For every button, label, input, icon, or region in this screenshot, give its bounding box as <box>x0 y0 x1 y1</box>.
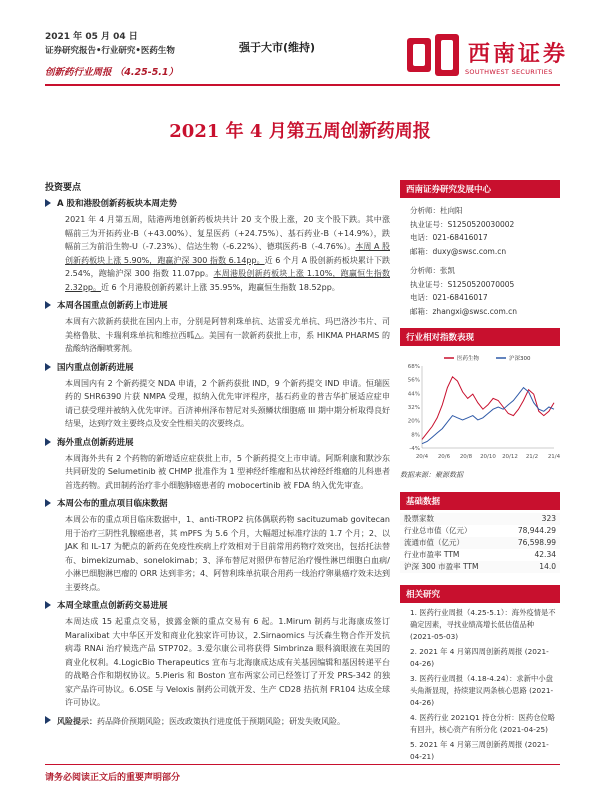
analyst-phone: 电话：021-68416017 <box>410 233 488 242</box>
bullet-icon <box>45 363 51 371</box>
sidebar <box>400 180 560 766</box>
bullet-icon <box>45 438 51 446</box>
related-research-title: 相关研究 <box>400 585 560 603</box>
related-item[interactable]: 5. 2021 年 4 月第三周创新药周报 (2021-04-21) <box>410 740 549 761</box>
analyst-name: 分析师：张凯 <box>410 266 455 275</box>
x-tick-label: 20/8 <box>459 454 473 460</box>
footer-disclaimer: 请务必阅读正文后的重要声明部分 <box>45 773 181 783</box>
analyst-name: 分析师：杜向阳 <box>410 206 463 215</box>
related-item[interactable]: 2. 2021 年 4 月第四周创新药周报 (2021-04-26) <box>410 647 549 668</box>
logo-cut-left <box>413 44 425 66</box>
item-heading: 本周各国重点创新药上市进展 <box>57 301 168 311</box>
report-date: 2021 年 05 月 04 日 <box>45 32 138 42</box>
summary-item <box>45 599 390 710</box>
risk-item <box>45 715 390 729</box>
bullet-icon <box>45 716 51 724</box>
bullet-icon <box>45 499 51 507</box>
item-heading: 海外重点创新药进展 <box>57 437 134 448</box>
basic-row: 股票家数 323 <box>400 513 560 525</box>
x-tick-label: 20/4 <box>415 454 429 460</box>
related-item[interactable]: 4. 医药行业 2021Q1 持仓分析：医药仓位略有回升，核心资产有所分化 (2021-04-25) <box>410 713 556 734</box>
risk-label: 风险提示： <box>57 716 97 726</box>
item-heading: 本周全球重点创新药交易进展 <box>57 601 168 611</box>
page-title: 2021 年 4 月第五周创新药周报 <box>169 121 431 142</box>
logo-text-en: SOUTHWEST SECURITIES <box>465 68 553 76</box>
y-tick-label: 44% <box>407 391 420 398</box>
item-heading: 本周公布的重点项目临床数据 <box>57 499 168 509</box>
header-divider <box>45 84 560 86</box>
item-text: 本周公布的重点项目临床数据中，1、anti-TROP2 抗体偶联药物 sacituzumab govitecan 用于治疗三阴性乳腺癌患者，其 mPFS 为 5.6 个月，大幅超过标准疗法的 1.7 个月；2、以 JAK 和 IL-17 为靶点的新药在免疫性疾病上疗效相对于目前常用药物疗效突出，包括托法替布、bimekizumab、sonelokimab；3、泽布替尼对照伊布替尼治疗慢性淋巴细胞白血病/小淋巴细胞淋巴瘤的 ORR 达到非劣；4、阿替利珠单抗联合用药一线治疗卵巢癌疗效未达到主要终点。 <box>65 515 390 592</box>
basic-data-table <box>400 513 560 573</box>
bullet-icon <box>45 601 51 609</box>
summary-item <box>45 361 390 431</box>
team-title: 西南证券研究发展中心 <box>400 180 560 198</box>
risk-text: 药品降价预期风险；医改政策执行进度低于预期风险；研发失败风险。 <box>97 716 345 726</box>
x-tick-label: 20/10 <box>480 454 496 460</box>
item-text: 本周有六款新药获批在国内上市，分别是阿替利珠单抗、达雷妥尤单抗、玛巴洛沙韦片、司美格鲁肽、卡瑞利珠单抗和维拉西呱△。美国有一款新药获批上市，系 HIKMA PHARMS 的盐酸纳洛酮喷雾剂。 <box>65 317 390 353</box>
chart-title: 行业相对指数表现 <box>400 328 560 346</box>
x-tick-label: 20/12 <box>502 454 518 460</box>
legend-label: 医药生物 <box>457 356 480 362</box>
rating: 强于大市(维持) <box>239 41 316 54</box>
y-tick-label: 68% <box>407 364 420 370</box>
analyst-license: 执业证号：S1250520070005 <box>410 279 515 289</box>
footer-divider <box>45 764 560 765</box>
analyst-license: 执业证号：S1250520030002 <box>410 219 515 229</box>
basic-row: 沪深 300 市盈率 TTM 14.0 <box>400 561 560 573</box>
logo-text-cn: 西南证券 <box>468 41 569 67</box>
legend-label: 沪深300 <box>509 356 531 362</box>
bullet-icon <box>45 199 51 207</box>
related-item[interactable]: 3. 医药行业周报（4.18-4.24）：求新中小盘头角渐显现，持续建议两条核心思路 (2021-04-26) <box>410 674 554 707</box>
item-heading: 国内重点创新药进展 <box>57 362 134 373</box>
chart-source: 数据来源：聚源数据 <box>400 471 463 479</box>
relative-index-chart <box>400 352 560 462</box>
series-line-0 <box>422 377 554 440</box>
summary-item <box>45 197 390 294</box>
report-name: 创新药行业周报 （4.25-5.1） <box>45 67 179 78</box>
summary-label: 投资要点 <box>45 183 82 193</box>
x-tick-label: 21/4 <box>547 454 560 460</box>
basic-row: 流通市值（亿元） 76,598.99 <box>400 537 560 549</box>
related-item[interactable]: 1. 医药行业周报（4.25-5.1）：海外疫情是不确定因素，寻找业绩高增长低估值品种 (2021-05-03) <box>410 608 556 641</box>
y-tick-label: 8% <box>411 432 420 439</box>
report-category: 证券研究报告•行业研究•医药生物 <box>45 46 175 56</box>
logo-cut-right <box>441 40 453 70</box>
analyst-email[interactable]: 邮箱：duxy@swsc.com.cn <box>410 246 507 256</box>
summary-column <box>45 180 390 733</box>
summary-item <box>45 436 390 493</box>
item-text: 本周海外共有 2 个药物的新增适应症获批上市，5 个新药提交上市申请。阿斯利康和默沙东共同研发的 Selumetinib 被 CHMP 批准作为 1 型神经纤维瘤和丛状神经纤维瘤的儿科患者首选药物。武田制药治疗非小细胞肺癌患者的 mobocertinib 被 FDA 纳入优先审查。 <box>65 453 390 490</box>
analyst-email[interactable]: 邮箱：zhangxi@swsc.com.cn <box>410 306 518 316</box>
item-text: 本周达成 15 起重点交易，披露金额的重点交易有 6 起。1.Mirum 制药与北海康成签订 Maralixibat 大中华区开发和商业化独家许可协议，2.Sirnaomics 与沃森生物合作开发抗病毒 RNAi 治疗候选产品 STP702。3.爱尔康公司将获得 Simbrinza 眼科滴眼液在美国的商业化权利。4.LogicBio Therapeutics 宣布与北海康成达成有关基因编辑和基因转递平台的战略合作和期权协议。5.Pieris 和 Boston 宣布两家公司已经签订了开发 PRS-342 的独家产品许可协议。6.OSE 与 Veloxis 制药公司就开发、生产 CD28 拮抗剂 FR104 达成全球许可协议。 <box>65 617 390 707</box>
bullet-icon <box>45 301 51 309</box>
item-text: 2021 年 4 月第五周，陆港两地创新药板块共计 20 支个股上涨，20 支个股下跌。其中涨幅前三为开拓药业-B（+43.00%）、复星医药（+24.75%）、基石药业-B（+14.9%），跌幅前三为前沿生物-U（-7.23%）、信达生物（-6.22%）、德琪医药-B（-4.76%）。本周 A 股创新药板块上涨 5.90%，跑赢沪深 300 指数 6.14pp。近 6 个月 A 股创新药板块累计下跌 2.54%，跑输沪深 300 指数 11.07pp。本周港股创新药板块上涨 1.10%，跑赢恒生指数 2.32pp。近 6 个月港股创新药累计上涨 35.95%，跑赢恒生指数 18.52pp。 <box>65 215 390 292</box>
basic-row: 行业总市值（亿元） 78,944.29 <box>404 526 556 535</box>
chart-container <box>400 352 560 480</box>
southwest-logo-mark <box>405 32 463 80</box>
x-tick-label: 21/2 <box>525 454 539 460</box>
y-tick-label: -4% <box>409 446 420 452</box>
basic-data-title: 基础数据 <box>400 492 560 510</box>
analyst-block <box>400 204 560 318</box>
item-heading: A 股和港股创新药板块本周走势 <box>57 199 178 209</box>
related-research-list <box>400 607 560 763</box>
y-tick-label: 20% <box>407 418 420 425</box>
basic-row: 行业市盈率 TTM 42.34 <box>404 550 556 559</box>
x-tick-label: 20/6 <box>437 454 451 460</box>
y-tick-label: 32% <box>407 405 420 411</box>
y-tick-label: 56% <box>407 377 420 384</box>
analyst-phone: 电话：021-68416017 <box>410 293 488 302</box>
item-text: 本周国内有 2 个新药提交 NDA 申请，2 个新药获批 IND，9 个新药提交 IND 申请。恒瑞医药的 SHR6390 片获 NMPA 受理，拟纳入优先审评程序，基石药业的普吉华扩展适应症申请已获受理并被纳入优先审评。百济神州泽布替尼对头颈鳞状细胞癌 III 期中期分析取得良好结果，达到疗效主要终点及安全性相关的次要终点。 <box>65 378 390 428</box>
summary-item <box>45 497 390 594</box>
summary-item <box>45 299 390 356</box>
